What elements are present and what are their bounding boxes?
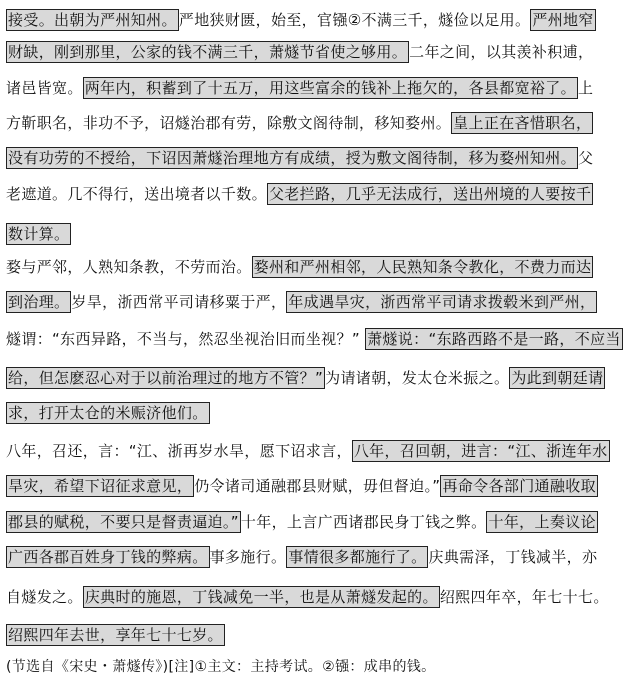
original-text: 严地狭财匮，始至，官镪②不满三千，燧俭以足用。 xyxy=(178,11,531,29)
original-text: 二年之间，以其羡补积逋， xyxy=(409,43,594,61)
text-line xyxy=(6,436,610,466)
translation-highlight: 年成遇旱灾，浙西常平司请求拨毂米到严州， xyxy=(288,293,596,311)
text-line xyxy=(6,582,609,612)
translation-highlight: 数计算。 xyxy=(8,225,70,243)
translation-highlight: 十年，上奏议论 xyxy=(488,513,596,531)
original-text: 八年，召还，言：“江、浙再岁水旱，愿下诏求言， xyxy=(6,442,352,460)
text-line xyxy=(6,363,605,393)
translation-highlight: 给，但怎麽忍心对于以前治理过的地方不管？” xyxy=(8,369,324,387)
translation-highlight: 父老拦路，几乎无法成行，送出州境的人要按千 xyxy=(268,185,592,203)
original-text: 上 xyxy=(577,79,594,97)
translation-highlight: 为此到朝廷请 xyxy=(511,369,604,387)
translation-highlight: 事情很多都施行了。 xyxy=(288,548,427,566)
translation-highlight: 接受。出朝为严州知州。 xyxy=(8,11,177,29)
translation-highlight: 婺州和严州相邻，人民熟知条令教化，不费力而达 xyxy=(253,258,592,276)
translation-highlight: 到治理。 xyxy=(8,293,70,311)
original-text: 绍熙四年卒，年七十七。 xyxy=(439,588,609,606)
translation-highlight: 两年内，积蓄到了十五万，用这些富余的钱补上拖欠的，各县都宽裕了。 xyxy=(84,79,576,97)
translation-highlight: 庆典时的施恩，丁钱减免一半，也是从萧燧发起的。 xyxy=(84,588,438,606)
translation-highlight: 没有功劳的不授给，下诏因萧燧治理地方有成绩，授为敷文阁待制，移为婺州知州。 xyxy=(8,149,576,167)
translation-highlight: 财缺，刚到那里，公家的钱不满三千，萧燧节省使之够用。 xyxy=(8,43,408,61)
text-line xyxy=(6,5,596,35)
text-line xyxy=(6,324,623,354)
original-text: (节选自《宋史・萧燧传》)[注]①主文：主持考试。②镪：成串的钱。 xyxy=(6,659,436,675)
text-line xyxy=(6,179,593,209)
original-text: 庆典需泽，丁钱减半，亦 xyxy=(428,548,598,566)
translation-highlight: 严州地窄 xyxy=(532,11,594,29)
translation-highlight: 再命令各部门通融收取 xyxy=(442,477,596,495)
original-text: 老遮道。几不得行，送出境者以千数。 xyxy=(6,185,267,203)
original-text: 为请诸朝，发太仓米振之。 xyxy=(325,369,510,387)
text-line xyxy=(6,507,598,537)
original-text: 燧谓：“东西异路，不当与，然忍坐视治旧而坐视？” xyxy=(6,330,366,348)
text-line xyxy=(6,471,598,501)
original-text: 诸邑皆宽。 xyxy=(6,79,83,97)
translation-highlight: 郡县的赋税，不要只是督责逼迫。” xyxy=(8,513,239,531)
text-line xyxy=(6,143,593,173)
original-text: 自燧发之。 xyxy=(6,588,83,606)
original-text: 岁旱，浙西常平司请移粟于严， xyxy=(71,293,287,311)
original-text: 父 xyxy=(577,149,594,167)
original-text: 事多施行。 xyxy=(209,548,287,566)
text-line xyxy=(6,287,597,317)
text-line xyxy=(6,542,597,572)
translation-highlight: 皇上正在吝惜职名， xyxy=(453,114,592,132)
text-line xyxy=(6,73,593,103)
source-note xyxy=(6,652,436,682)
text-line xyxy=(6,37,593,67)
translation-highlight: 萧燧说：“东路西路不是一路，不应当 xyxy=(367,330,621,348)
translation-highlight: 广西各郡百姓身丁钱的弊病。 xyxy=(8,548,208,566)
text-line xyxy=(6,398,210,428)
original-text: 十年，上言广西诸郡民身丁钱之弊。 xyxy=(240,513,487,531)
original-text: 方靳职名，非功不予，诏燧治郡有劳，除敷文阁待制，移知婺州。 xyxy=(6,114,452,132)
original-text: 仍令诸司通融郡县财赋，毋但督迫。” xyxy=(194,477,441,495)
translation-highlight: 旱灾，希望下诏征求意见， xyxy=(8,477,193,495)
translation-highlight: 八年，召回朝，进言：“江、浙连年水 xyxy=(353,442,608,460)
original-text: 婺与严邻，人熟知条教，不劳而治。 xyxy=(6,258,252,276)
text-line xyxy=(6,252,593,282)
text-line xyxy=(6,219,71,249)
translation-highlight: 求，打开太仓的米赈济他们。 xyxy=(8,404,208,422)
text-line xyxy=(6,620,225,650)
translation-highlight: 绍熙四年去世，享年七十七岁。 xyxy=(8,626,223,644)
text-line xyxy=(6,108,593,138)
